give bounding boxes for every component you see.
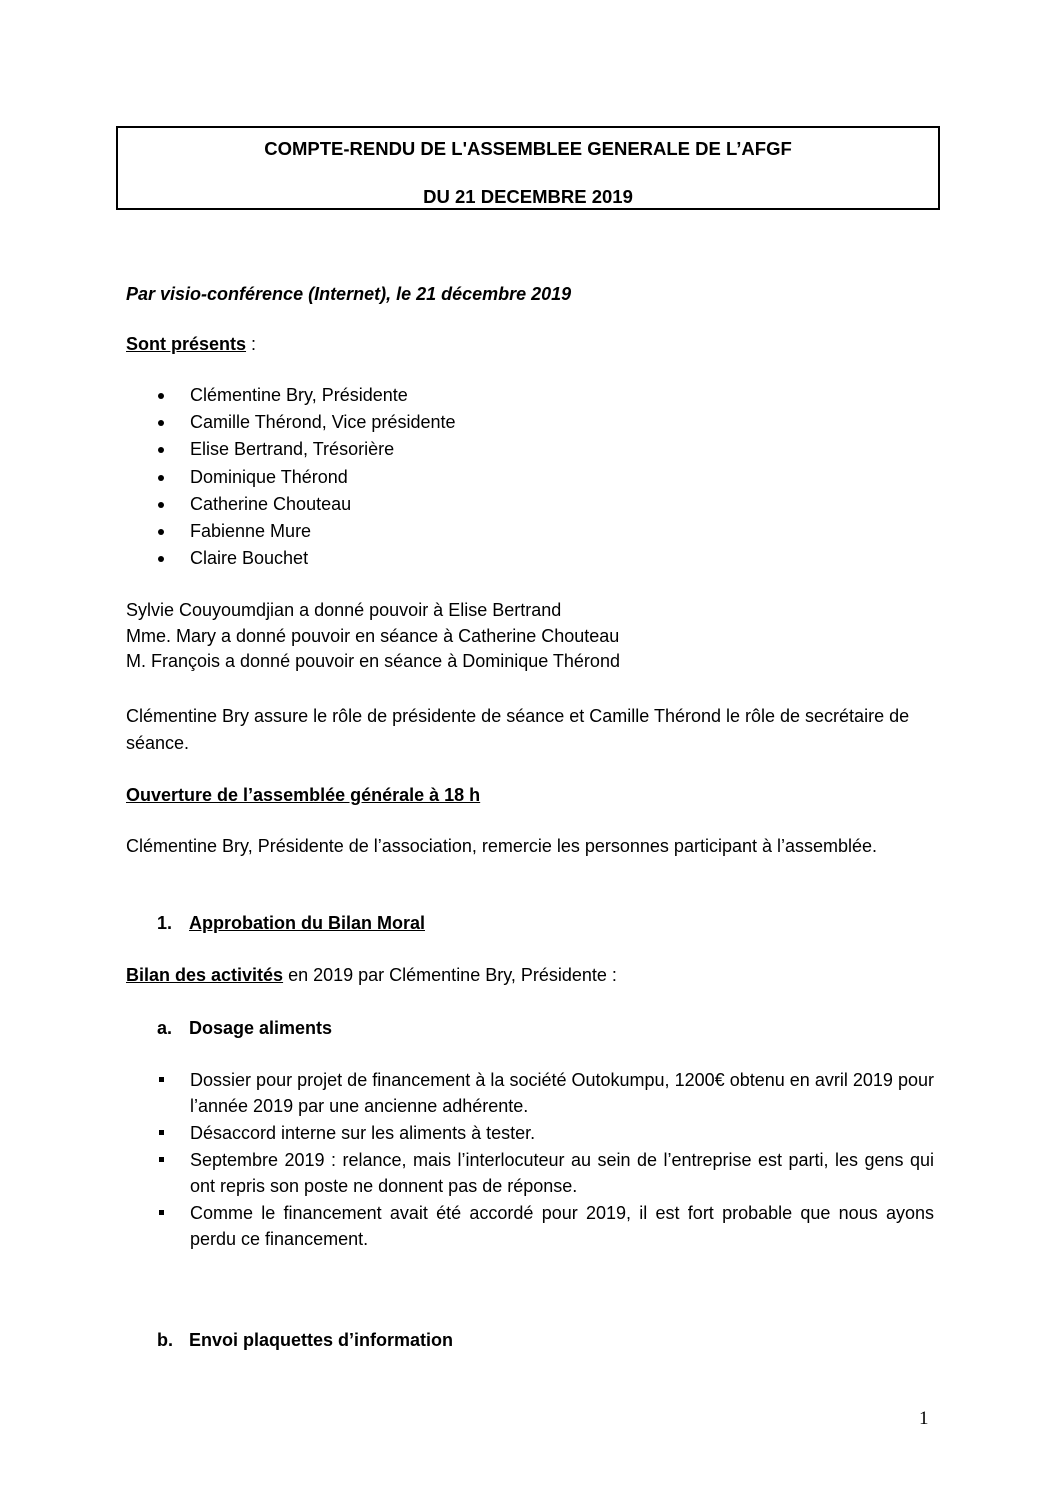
section-1-number: 1.	[157, 913, 173, 933]
attendees-list	[150, 382, 455, 572]
list-item: Catherine Chouteau	[150, 491, 455, 518]
subsection-b-title: Envoi plaquettes d’information	[189, 1330, 454, 1350]
bilan-label: Bilan des activités	[126, 965, 284, 985]
list-item: Fabienne Mure	[150, 518, 455, 545]
list-item: Elise Bertrand, Trésorière	[150, 436, 455, 463]
list-item: Dossier pour projet de financement à la société Outokumpu, 1200€ obtenu en avril 2019 pour l’année 2019 par une ancienne adhérente.	[154, 1067, 934, 1119]
intro-line: Par visio-conférence (Internet), le 21 décembre 2019	[126, 284, 572, 304]
bilan-rest: en 2019 par Clémentine Bry, Présidente :	[283, 965, 617, 985]
opening-heading: Ouverture de l’assemblée générale à 18 h	[126, 785, 481, 805]
subsection-b-letter: b.	[157, 1330, 173, 1350]
list-item: Camille Thérond, Vice présidente	[150, 409, 455, 436]
title-box	[116, 126, 940, 210]
dosage-list	[154, 1067, 934, 1253]
subsection-a-title: Dosage aliments	[189, 1018, 333, 1038]
document-date-title: DU 21 DECEMBRE 2019	[423, 186, 633, 207]
list-item: Clémentine Bry, Présidente	[150, 382, 455, 409]
presents-heading-label: Sont présents	[126, 334, 247, 354]
document-title: COMPTE-RENDU DE L'ASSEMBLEE GENERALE DE L’AFGF	[264, 138, 792, 159]
proxy-line: Sylvie Couyoumdjian a donné pouvoir à Elise Bertrand	[126, 600, 562, 620]
list-item: Claire Bouchet	[150, 545, 455, 572]
page-number: 1	[919, 1408, 929, 1429]
list-item: Comme le financement avait été accordé pour 2019, il est fort probable que nous ayons perdu ce financement.	[154, 1200, 934, 1252]
list-item: Dominique Thérond	[150, 464, 455, 491]
roles-paragraph: Clémentine Bry assure le rôle de présidente de séance et Camille Thérond le rôle de secrétaire de séance.	[126, 706, 910, 753]
proxy-line: M. François a donné pouvoir en séance à Dominique Thérond	[126, 651, 620, 671]
list-item: Septembre 2019 : relance, mais l’interlocuteur au sein de l’entreprise est parti, les gens qui ont repris son poste ne donnent pas de réponse.	[154, 1147, 934, 1199]
proxy-line: Mme. Mary a donné pouvoir en séance à Catherine Chouteau	[126, 625, 620, 646]
opening-paragraph: Clémentine Bry, Présidente de l’association, remercie les personnes participant à l’assemblée.	[126, 836, 878, 856]
presents-heading-colon: :	[246, 334, 257, 354]
presents-heading	[126, 334, 256, 355]
subsection-a-letter: a.	[157, 1018, 173, 1038]
list-item: Désaccord interne sur les aliments à tester.	[154, 1120, 934, 1146]
bilan-line	[126, 965, 617, 986]
section-1-title: Approbation du Bilan Moral	[189, 913, 425, 933]
proxies-block	[126, 598, 620, 675]
